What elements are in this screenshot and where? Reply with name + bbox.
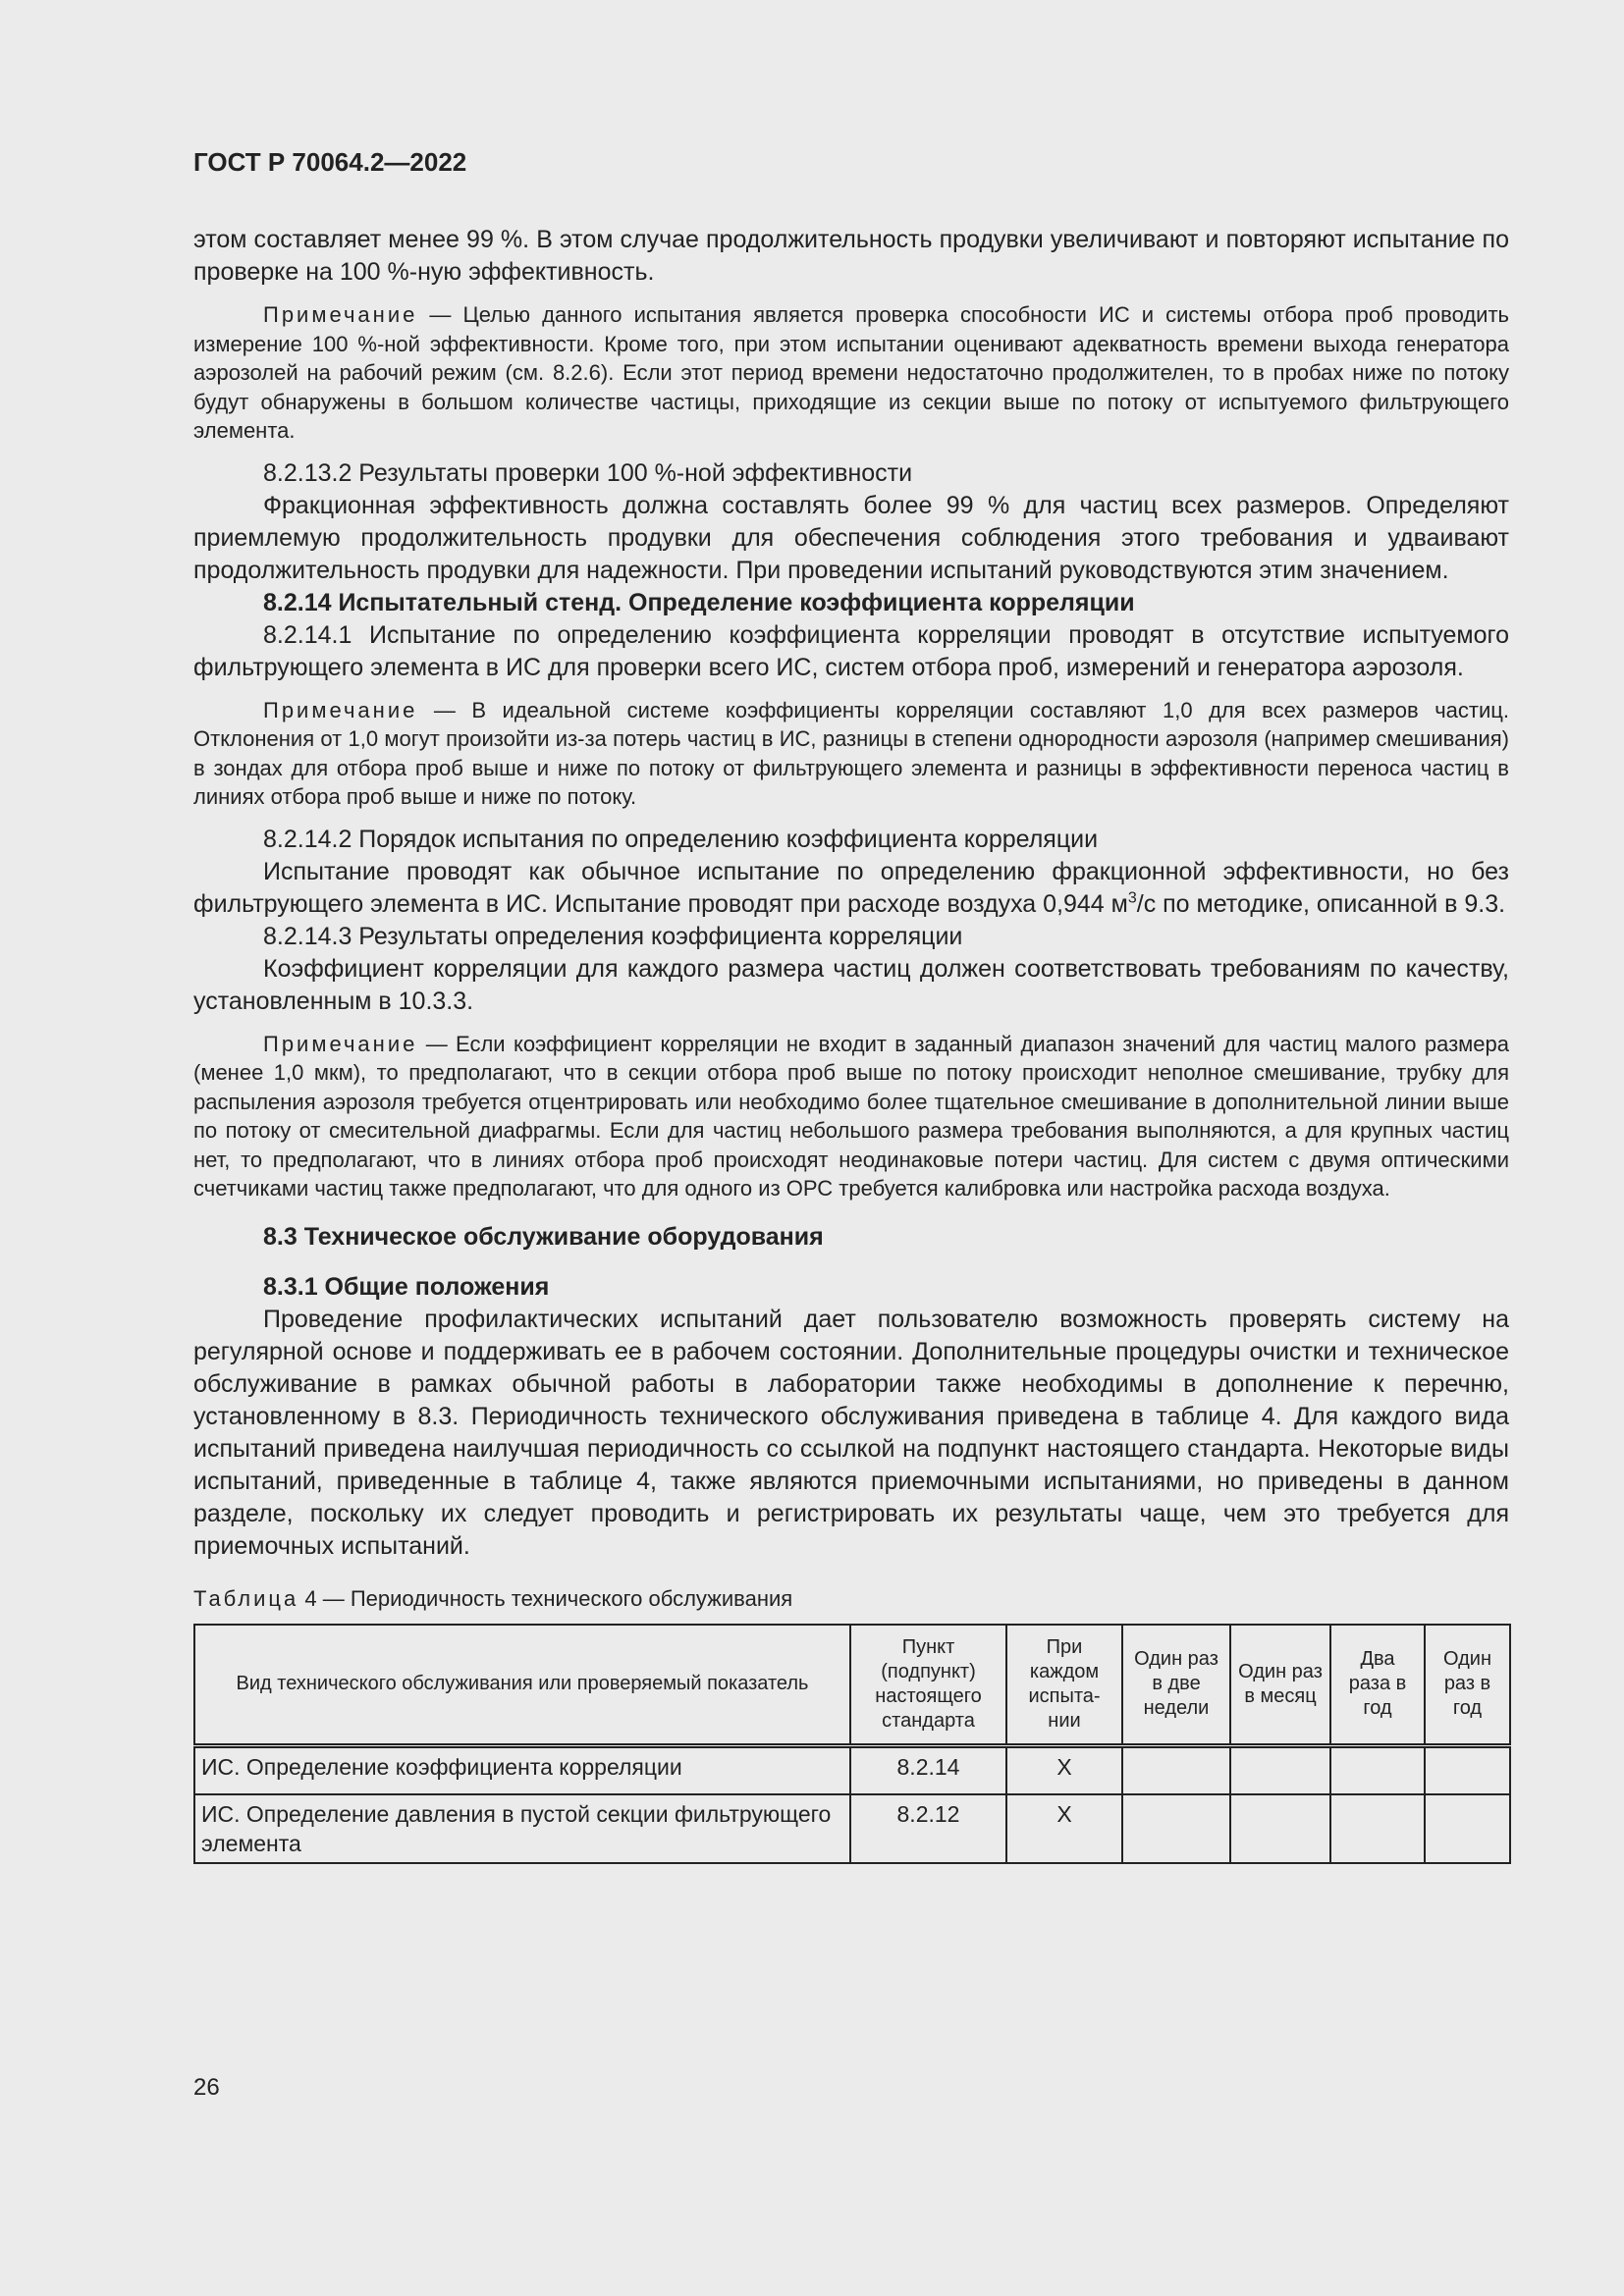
table-cell bbox=[1230, 1794, 1330, 1863]
table-cell bbox=[1425, 1794, 1510, 1863]
table-cell: X bbox=[1006, 1794, 1122, 1863]
table-cell bbox=[1122, 1745, 1230, 1794]
table-cell: 8.2.12 bbox=[850, 1794, 1006, 1863]
superscript: 3 bbox=[1127, 889, 1137, 907]
page-number: 26 bbox=[193, 2074, 220, 2101]
paragraph-continuation: этом составляет менее 99 %. В этом случае продолжительность продувки увеличивают и повторяют испытание по проверке на 100 %-ную эффективность. bbox=[193, 226, 1509, 286]
text-fragment: /с по методике, описанной в 9.3. bbox=[1136, 889, 1506, 918]
maintenance-table bbox=[193, 1624, 1511, 1864]
paragraph-maintenance: Проведение профилактических испытаний дает пользователю возможность проверять систему на регулярной основе и поддерживать ее в рабочем состоянии. Дополнительные процедуры очистки и техническое обслуживание в рамках обычной работы в лаборатории также необходимы в дополнение к перечню, установленному в 8.3. Периодичность технического обслуживания приведена в таблице 4. Для каждого вида испытаний приведена наилучшая периодичность со ссылкой на подпункт настоящего стандарта. Некоторые виды испытаний, приведенные в таблице 4, также являются приемочными испытаниями, но приведены в данном разделе, поскольку их следует проводить и регистрировать их результаты чаще, чем это требуется для приемочных испытаний. bbox=[193, 1305, 1509, 1560]
heading-8-3: 8.3 Техническое обслуживание оборудования bbox=[263, 1222, 824, 1251]
table-caption bbox=[193, 1584, 1509, 1614]
table-cell: X bbox=[1006, 1745, 1122, 1794]
column-header: Два раза в год bbox=[1330, 1625, 1425, 1746]
column-header: Один раз в год bbox=[1425, 1625, 1510, 1746]
column-header: Вид технического обслуживания или проверяемый показатель bbox=[194, 1625, 850, 1746]
table-cell: ИС. Определение давления в пустой секции фильтрующего элемента bbox=[194, 1794, 850, 1863]
note-label: Примечание bbox=[263, 302, 418, 327]
paragraph-test-procedure bbox=[193, 856, 1509, 921]
table-header-row bbox=[194, 1625, 1510, 1746]
heading-8-2-14-2: 8.2.14.2 Порядок испытания по определению коэффициента корреляции bbox=[263, 825, 1099, 853]
caption-text: 4 — Периодичность технического обслуживания bbox=[298, 1585, 793, 1611]
table-cell bbox=[1330, 1745, 1425, 1794]
heading-8-2-14-3: 8.2.14.3 Результаты определения коэффициента корреляции bbox=[263, 922, 963, 950]
paragraph-efficiency: Фракционная эффективность должна составлять более 99 % для частиц всех размеров. Определяют приемлемую продолжительность продувки для обеспечения соблюдения этого требования и удваивают продолжительность продувки для надежности. При проведении испытаний руководствуются этим значением. bbox=[193, 491, 1509, 584]
column-header: Один раз в месяц bbox=[1230, 1625, 1330, 1746]
table-cell bbox=[1330, 1794, 1425, 1863]
heading-8-3-1: 8.3.1 Общие положения bbox=[263, 1272, 550, 1301]
heading-8-2-13-2: 8.2.13.2 Результаты проверки 100 %-ной эффективности bbox=[263, 458, 913, 487]
document-header: ГОСТ Р 70064.2—2022 bbox=[193, 147, 467, 177]
column-header: Один раз в две недели bbox=[1122, 1625, 1230, 1746]
note-label: Примечание bbox=[263, 1031, 418, 1056]
paragraph-8-2-14-1: 8.2.14.1 Испытание по определению коэффициента корреляции проводят в отсутствие испытуемого фильтрующего элемента в ИС для проверки всего ИС, систем отбора проб, измерений и генератора аэрозоля. bbox=[193, 620, 1509, 681]
table-row bbox=[194, 1794, 1510, 1863]
note-3 bbox=[193, 1030, 1509, 1203]
column-header: При каждом испыта-нии bbox=[1006, 1625, 1122, 1746]
column-header: Пункт (подпункт) настоящего стандарта bbox=[850, 1625, 1006, 1746]
page-content bbox=[193, 224, 1509, 1864]
note-1 bbox=[193, 300, 1509, 446]
caption-label: Таблица bbox=[193, 1585, 299, 1611]
table-cell bbox=[1230, 1745, 1330, 1794]
note-text: — Если коэффициент корреляции не входит в заданный диапазон значений для частиц малого размера (менее 1,0 мкм), то предполагают, что в секции отбора проб выше по потоку происходит неполное смешивание, трубку для распыления аэрозоля требуется отцентрировать или необходимо более тщательное смешивание в дополнительной линии выше по потоку от смесительной диафрагмы. Если для частиц небольшого размера требования выполняются, а для крупных частиц нет, то предполагают, что в линиях отбора проб происходят неодинаковые потери частиц. Для систем с двумя оптическими счетчиками частиц также предполагают, что для одного из ОРС требуется калибровка или настройка расхода воздуха. bbox=[193, 1031, 1509, 1201]
table-cell: 8.2.14 bbox=[850, 1745, 1006, 1794]
table-cell bbox=[1122, 1794, 1230, 1863]
table-cell: ИС. Определение коэффициента корреляции bbox=[194, 1745, 850, 1794]
note-2 bbox=[193, 696, 1509, 812]
note-text: — Целью данного испытания является проверка способности ИС и системы отбора проб проводить измерение 100 %-ной эффективности. Кроме того, при этом испытании оценивают адекватность времени выхода генератора аэрозолей на рабочий режим (см. 8.2.6). Если этот период времени недостаточно продолжителен, то в пробах ниже по потоку будут обнаружены в большом количестве частицы, приходящие из секции выше по потоку от испытуемого фильтрующего элемента. bbox=[193, 302, 1509, 443]
heading-8-2-14: 8.2.14 Испытательный стенд. Определение коэффициента корреляции bbox=[263, 588, 1135, 616]
paragraph-correlation-result: Коэффициент корреляции для каждого размера частиц должен соответствовать требованиям по качеству, установленным в 10.3.3. bbox=[193, 954, 1509, 1015]
text-fragment: Испытание проводят как обычное испытание по определению фракционной эффективности, но без фильтрующего элемента в ИС. Испытание проводят при расходе воздуха 0,944 м bbox=[193, 857, 1509, 918]
note-label: Примечание bbox=[263, 697, 418, 722]
table-row bbox=[194, 1745, 1510, 1794]
note-text: — В идеальной системе коэффициенты корреляции составляют 1,0 для всех размеров частиц. Отклонения от 1,0 могут произойти из-за потерь частиц в ИС, разницы в степени однородности аэрозоля (например смешивания) в зондах для отбора проб выше и ниже по потоку от фильтрующего элемента и разницы в эффективности переноса частиц в линиях отбора проб выше и ниже по потоку. bbox=[193, 697, 1509, 809]
table-cell bbox=[1425, 1745, 1510, 1794]
